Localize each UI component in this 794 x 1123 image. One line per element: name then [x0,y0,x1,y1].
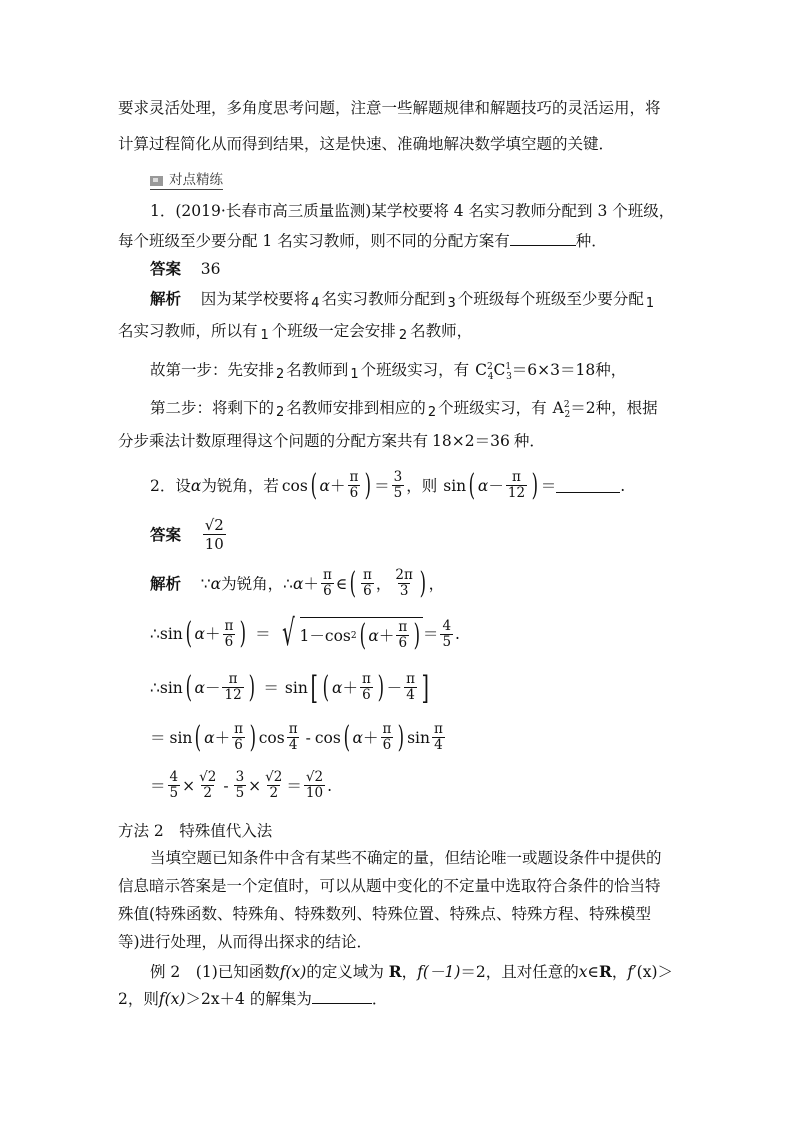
q2-analysis-line-3: ∴ sin ( α － $\frac{\pi}{12}$ ) ＝ sin [ ( α ＋ $\frac{\pi}{6}$ ) － $\frac{\pi}{4}$ ] [150,668,429,707]
q2-answer-blank [556,478,620,493]
example2-line-1: 例 2 (1)已知函数f(x)的定义域为 R，f(－1)＝2，且对任意的x∈R，f′(x)＞ [150,962,674,981]
method2-para-line-4: 等)进行处理，从而得出探求的结论． [118,933,373,951]
example2-answer-blank [312,989,372,1004]
section-tag-icon [150,176,163,186]
intro-line-2: 计算过程简化从而得到结果，这是快速、准确地解决数学填空题的关键． [118,135,615,153]
q1-analysis-line-2: 名实习教师，所以有 1 个班级一定会安排 2 名教师， [118,322,473,343]
q1-answer: 答案 36 [150,259,221,278]
q1-step-1: 故第一步：先安排 2 名教师到 1 个班级实习，有 $C^2_4C^1_3=6\times 3=18$种， [150,361,627,383]
q1-answer-blank [510,231,576,246]
section-tag: 对点精练 [150,168,223,191]
method2-title: 方法 2 特殊值代入法 [118,822,273,840]
q1-analysis-line-1: 解析 因为某学校要将 4 名实习教师分配到 3 个班级每个班级至少要分配 1 [150,289,655,311]
intro-line-1: 要求灵活处理，多角度思考问题，注意一些解题规律和解题技巧的灵活运用，将 [118,99,661,117]
q2-analysis-line-5: ＝ $\frac{4}{5}$ × $\frac{√2}{2}$ - $\frac{3}{5}$ × $\frac{√2}{2}$ ＝ $\frac{√2}{10}$ . [150,769,333,801]
method2-para-line-3: 殊值(特殊函数、特殊角、特殊数列、特殊位置、特殊点、特殊方程、特殊模型 [118,905,652,923]
q2-analysis-line-1: 解析 ∵ α 为锐角，∴ α ＋ $\frac{\pi}{6}$ ∈ ( $\frac{\pi}{6}$ ， $\frac{2\pi}{3}$ ) ， [150,565,445,601]
example2-line-2: 2，则f(x)＞2x＋4 的解集为 ． [118,990,388,1008]
q1-step-2: 第二步：将剩下的 2 名教师安排到相应的 2 个班级实习，有 $A^2_2=2$种，根据 [150,399,658,421]
q2-analysis-line-2: ∴ sin ( α ＋ $\frac{\pi}{6}$ ) ＝ √ 1－cos 2 ( α ＋ $\frac{\pi}{6}$ ) ＝ $\frac{4}{5}$ . [150,613,460,654]
q1-line-2: 每个班级至少要分配 1 名实习教师，则不同的分配方案有 种． [118,232,607,250]
q2-statement: 2．设 α 为锐角，若 cos ( α ＋ $\frac{\pi}{6}$ ) ＝ $\frac{3}{5}$ ，则 sin ( α － $\frac{\pi}{12}$ ) ＝ . [150,467,626,503]
method2-para-line-2: 信息暗示答案是一个定值时，可以从题中变化的不定量中选取符合条件的恰当特 [118,877,661,895]
q1-step-3: 分步乘法计数原理得这个问题的分配方案共有 18×2＝36 种． [118,432,545,450]
q2-answer: 答案 $\frac{√2}{10}$ [150,516,224,553]
q2-analysis-line-4: ＝ sin ( α ＋ $\frac{\pi}{6}$ ) cos $\frac{\pi}{4}$ - cos ( α ＋ $\frac{\pi}{6}$ ) sin $\frac{\pi}{4}$ [150,719,443,755]
q1-line-1: 1．(2019·长春市高三质量监测)某学校要将 4 名实习教师分配到 3 个班级， [150,202,675,220]
method2-para-line-1: 当填空题已知条件中含有某些不确定的量，但结论唯一或题设条件中提供的 [150,849,662,867]
